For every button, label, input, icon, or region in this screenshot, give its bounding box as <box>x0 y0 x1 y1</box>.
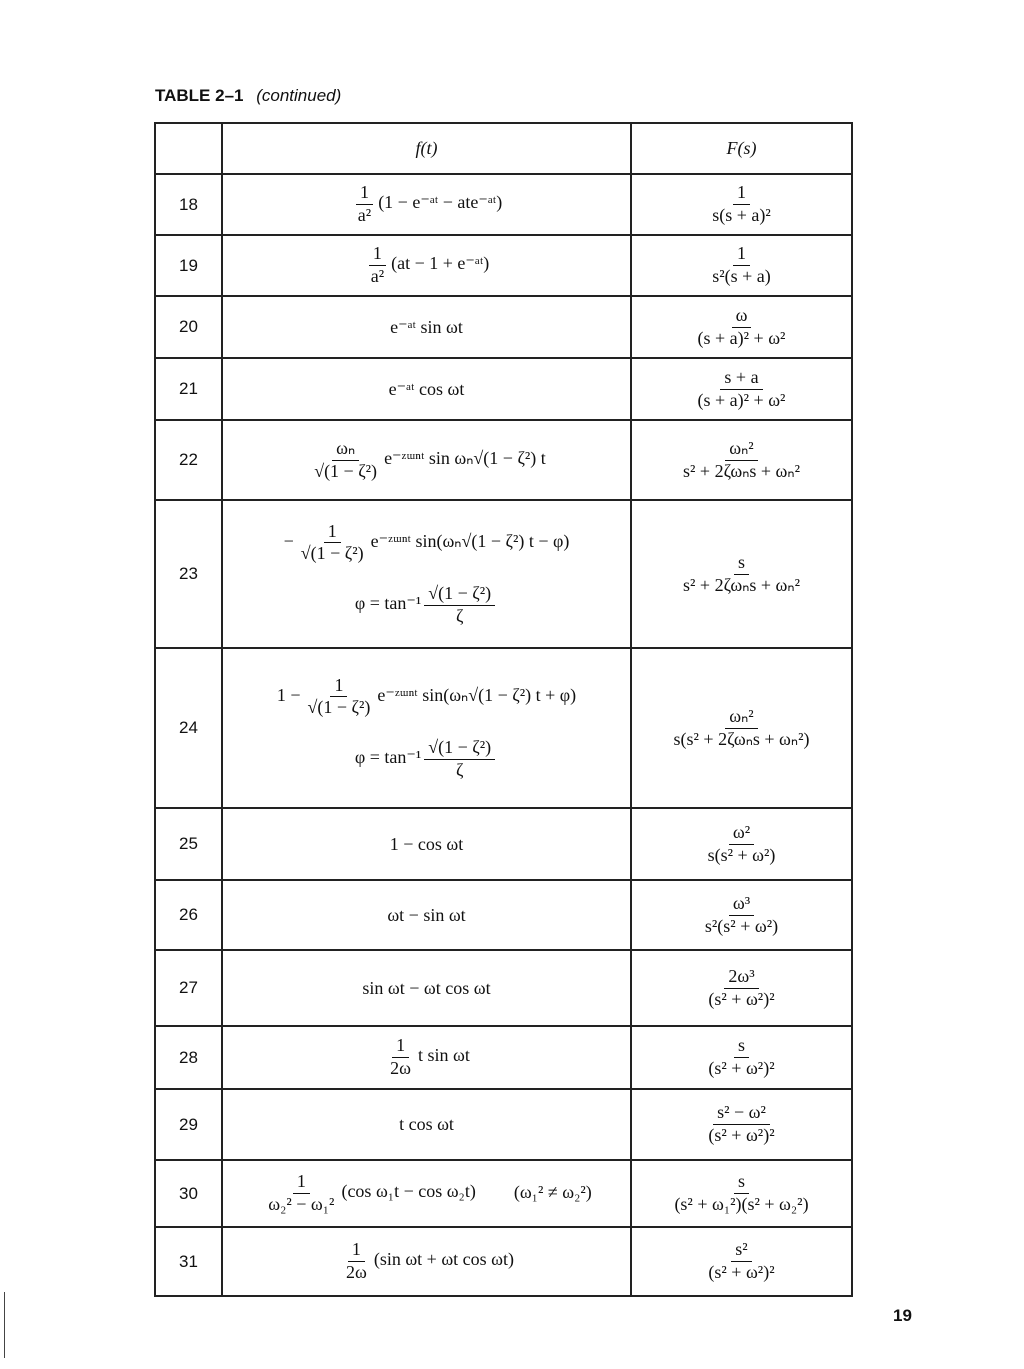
fs-fraction <box>704 1102 778 1146</box>
fs-cell <box>631 174 852 235</box>
ft-expression: e⁻ᶻᵚⁿᵗ sin(ωₙ√(1 − ζ²) t + φ) <box>377 685 577 706</box>
table-row <box>155 420 852 500</box>
ft-coefficient <box>342 1239 371 1283</box>
fs-fraction <box>704 1239 778 1283</box>
fs-cell <box>631 235 852 296</box>
fs-fraction <box>670 706 814 750</box>
frac-num: ω³ <box>729 893 754 916</box>
ft-expression: e⁻ᵃᵗ cos ωt <box>388 378 465 399</box>
phi-fraction <box>424 583 495 627</box>
row-number: 30 <box>155 1160 222 1227</box>
page-number: 19 <box>893 1306 912 1325</box>
ft-expression: e⁻ᶻᵚⁿᵗ sin(ωₙ√(1 − ζ²) t − φ) <box>370 531 570 552</box>
frac-num: ωₙ² <box>725 706 757 729</box>
frac-num: s <box>734 552 749 575</box>
fs-cell <box>631 500 852 648</box>
ft-main-line <box>284 521 570 565</box>
frac-den: ζ <box>455 759 464 780</box>
ft-expression: (sin ωt + ωt cos ωt) <box>373 1249 515 1270</box>
frac-den: (s² + ω²)² <box>708 1058 775 1078</box>
table-row <box>155 1160 852 1227</box>
phi-definition <box>355 583 498 627</box>
ft-coefficient <box>297 521 368 565</box>
table-row <box>155 500 852 648</box>
frac-num: √(1 − ζ²) <box>424 737 495 760</box>
ft-expression: 1 − cos ωt <box>389 833 464 854</box>
ft-cell <box>222 296 631 358</box>
frac-num: s² <box>731 1239 751 1262</box>
fs-cell <box>631 648 852 808</box>
ft-cell <box>222 500 631 648</box>
ft-cell <box>222 1089 631 1160</box>
phi-fraction <box>424 737 495 781</box>
row-number: 27 <box>155 950 222 1026</box>
ft-cell <box>222 235 631 296</box>
fs-fraction <box>704 1035 778 1079</box>
fs-fraction <box>679 438 804 482</box>
frac-den: s(s² + ω²) <box>707 844 776 865</box>
ft-prefix: 1 − <box>276 685 301 706</box>
fs-fraction <box>704 966 778 1010</box>
table-row <box>155 950 852 1026</box>
frac-num: 1 <box>330 675 347 698</box>
frac-num: 2ω³ <box>724 966 758 989</box>
frac-den: 2ω <box>345 1262 367 1282</box>
ft-cell <box>222 950 631 1026</box>
table-row <box>155 1026 852 1089</box>
fs-cell <box>631 358 852 420</box>
ft-coefficient <box>354 182 375 226</box>
frac-num: 1 <box>293 1171 310 1194</box>
frac-num: ω² <box>729 822 754 845</box>
frac-den: (s² + ω₁²)(s² + ω₂²) <box>674 1194 809 1214</box>
frac-den: (s² + ω²)² <box>708 1125 775 1145</box>
frac-num: 1 <box>392 1035 409 1058</box>
ft-expression: ωt − sin ωt <box>387 904 466 925</box>
row-number: 22 <box>155 420 222 500</box>
ft-coefficient <box>310 438 381 482</box>
ft-cell <box>222 1026 631 1089</box>
fs-cell <box>631 1089 852 1160</box>
frac-num: ω <box>732 305 752 328</box>
row-number: 26 <box>155 880 222 950</box>
fs-fraction <box>670 1171 812 1215</box>
ft-cell <box>222 174 631 235</box>
frac-den: s(s + a)² <box>712 205 771 225</box>
laplace-transform-table <box>154 122 853 1297</box>
ft-expression: e⁻ᵃᵗ sin ωt <box>390 316 463 337</box>
ft-expression: sin ωt − ωt cos ωt <box>362 977 491 998</box>
ft-expression: (at − 1 + e⁻ᵃᵗ) <box>391 253 490 274</box>
ft-cell <box>222 1227 631 1296</box>
ft-coefficient <box>264 1171 338 1215</box>
table-row <box>155 808 852 880</box>
row-number: 18 <box>155 174 222 235</box>
ft-expression: e⁻ᶻᵚⁿᵗ sin ωₙ√(1 − ζ²) t <box>384 448 546 469</box>
frac-num: 1 <box>348 1239 365 1262</box>
frac-den: (s² + ω²)² <box>708 988 775 1009</box>
fs-cell <box>631 420 852 500</box>
fs-fraction <box>704 822 780 866</box>
frac-den: (s + a)² + ω² <box>697 327 786 348</box>
frac-num: √(1 − ζ²) <box>424 583 495 606</box>
fs-cell <box>631 296 852 358</box>
frac-den: √(1 − ζ²) <box>300 543 364 564</box>
frac-den: a² <box>357 205 372 225</box>
table-row <box>155 648 852 808</box>
header-ft: f(t) <box>222 123 631 174</box>
ft-expression: (cos ω₁t − cos ω₂t) <box>341 1181 476 1202</box>
header-empty <box>155 123 222 174</box>
phi-definition <box>355 737 498 781</box>
table-row <box>155 880 852 950</box>
row-number: 25 <box>155 808 222 880</box>
ft-prefix: − <box>283 531 294 552</box>
frac-den: √(1 − ζ²) <box>314 460 378 481</box>
fs-fraction <box>694 305 790 349</box>
frac-den: s² + 2ζωₙs + ωₙ² <box>683 574 800 595</box>
frac-num: s² − ω² <box>713 1102 770 1125</box>
fs-cell <box>631 1227 852 1296</box>
fs-fraction <box>708 243 775 287</box>
table-continued-note: (continued) <box>256 86 342 105</box>
phi-lhs: φ = tan⁻¹ <box>354 593 422 614</box>
frac-den: ω₂² − ω₁² <box>268 1194 335 1214</box>
ft-cell <box>222 420 631 500</box>
frac-num: ωₙ² <box>725 438 757 461</box>
frac-num: s <box>734 1035 749 1058</box>
frac-num: 1 <box>356 182 373 205</box>
frac-num: s <box>734 1171 749 1194</box>
frac-num: ωₙ <box>332 438 359 461</box>
table-header-row <box>155 123 852 174</box>
ft-expression: t cos ωt <box>399 1114 454 1134</box>
row-number: 20 <box>155 296 222 358</box>
frac-den: s²(s + a) <box>712 266 771 286</box>
row-number: 21 <box>155 358 222 420</box>
table-label: TABLE 2–1 <box>155 86 244 105</box>
fs-fraction <box>694 367 790 411</box>
ft-cell <box>222 648 631 808</box>
ft-coefficient <box>367 243 388 287</box>
fs-cell <box>631 808 852 880</box>
ft-condition: (ω₁² ≠ ω₂²) <box>513 1181 592 1202</box>
row-number: 19 <box>155 235 222 296</box>
frac-den: s²(s² + ω²) <box>704 915 779 936</box>
ft-cell <box>222 358 631 420</box>
frac-num: 1 <box>369 243 386 266</box>
phi-lhs: φ = tan⁻¹ <box>354 747 422 768</box>
ft-cell <box>222 1160 631 1227</box>
fs-cell <box>631 1160 852 1227</box>
ft-cell <box>222 880 631 950</box>
ft-coefficient <box>304 675 375 719</box>
table-row <box>155 235 852 296</box>
row-number: 29 <box>155 1089 222 1160</box>
ft-cell <box>222 808 631 880</box>
frac-den: s(s² + 2ζωₙs + ωₙ²) <box>673 728 810 749</box>
frac-den: √(1 − ζ²) <box>307 697 371 718</box>
header-fs: F(s) <box>631 123 852 174</box>
table-row <box>155 358 852 420</box>
fs-fraction <box>708 182 775 226</box>
row-number: 23 <box>155 500 222 648</box>
frac-den: 2ω <box>390 1058 411 1078</box>
frac-num: s + a <box>720 367 762 390</box>
frac-num: 1 <box>324 521 341 544</box>
frac-den: (s + a)² + ω² <box>697 389 786 410</box>
frac-den: (s² + ω²)² <box>708 1262 775 1282</box>
table-caption <box>155 86 341 106</box>
ft-coefficient <box>386 1035 415 1079</box>
frac-num: 1 <box>733 243 750 266</box>
frac-den: a² <box>370 266 385 286</box>
ft-main-line <box>277 675 576 719</box>
fs-cell <box>631 880 852 950</box>
table-row <box>155 174 852 235</box>
frac-den: s² + 2ζωₙs + ωₙ² <box>683 460 800 481</box>
frac-den: ζ <box>455 605 464 626</box>
table-row <box>155 1089 852 1160</box>
table-row <box>155 1227 852 1296</box>
frac-num: 1 <box>733 182 750 205</box>
row-number: 28 <box>155 1026 222 1089</box>
fs-cell <box>631 950 852 1026</box>
row-number: 31 <box>155 1227 222 1296</box>
scan-edge-mark <box>4 1292 5 1358</box>
ft-expression: t sin ωt <box>418 1045 470 1066</box>
row-number: 24 <box>155 648 222 808</box>
fs-cell <box>631 1026 852 1089</box>
table-row <box>155 296 852 358</box>
fs-fraction <box>679 552 804 596</box>
fs-fraction <box>701 893 782 937</box>
ft-expression: (1 − e⁻ᵃᵗ − ate⁻ᵃᵗ) <box>378 192 503 213</box>
